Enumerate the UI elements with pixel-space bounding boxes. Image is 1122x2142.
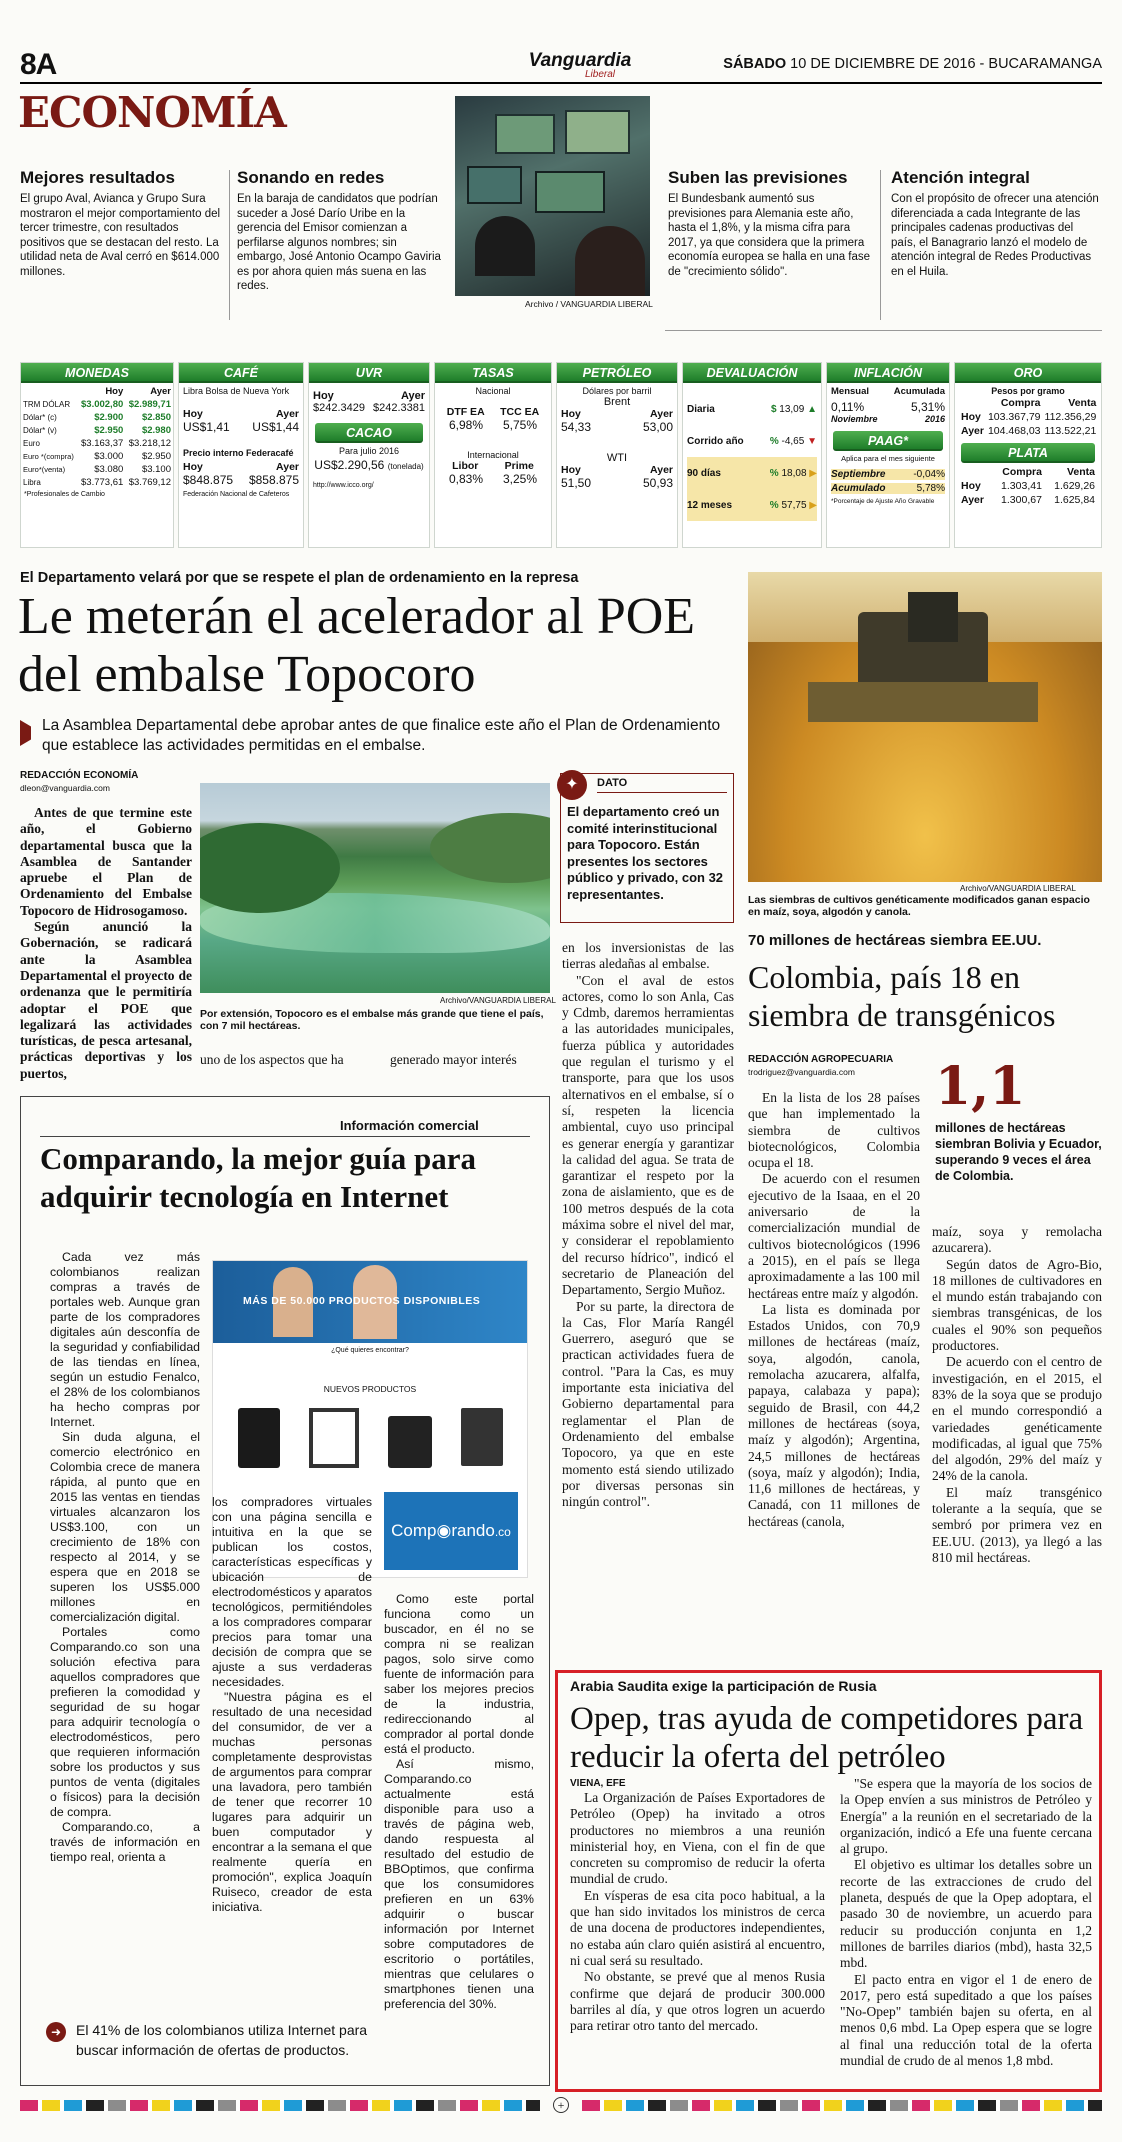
paragraph: De acuerdo con el centro de investigación, en el 2015, el 83% de la soya que se produjo en el mundo correspondió a variedades genéticamente modificadas, al igual que 75% del algodón, 29% del maíz y 24% de la canola.	[932, 1354, 1102, 1484]
infl-v1: 0,11%	[831, 400, 865, 414]
trans-col-1	[748, 1090, 920, 1530]
new-products-label: NUEVOS PRODUCTOS	[323, 1384, 417, 1394]
paragraph: No obstante, se prevé que al menos Rusia confirme que dejará de producir 300.000 barriles al día, y que otros logren un acuerdo para retirar otro tanto del mercado.	[570, 1969, 825, 2034]
lead-marker	[20, 720, 31, 746]
rate-row: Euro *(compra) $3.000 $2.950	[23, 451, 171, 462]
opep-byline: VIENA, EFE	[570, 1778, 626, 1789]
brief-4	[891, 168, 1101, 279]
plata-row: Hoy 1.303,41 1.629,26	[961, 480, 1095, 492]
header-rule	[20, 82, 1102, 84]
puzzle-icon: ✦	[557, 770, 587, 800]
plata-row: Ayer 1.300,67 1.625,84	[961, 494, 1095, 506]
paragraph: Como este portal funciona como un buscador, en él no se compra ni se realizan pagos, solo sirve como fuente de información para saber los mejores precios de la industria, redireccionando al comprador al portal donde está el producto.	[384, 1592, 534, 1756]
photo-credit: Archivo/VANGUARDIA LIBERAL	[960, 884, 1076, 893]
main-col-3	[562, 940, 734, 1510]
oro-table	[959, 396, 1098, 438]
paragraph: De acuerdo con el resumen ejecutivo de la Isaaa, en el 20 aniversario de la comercialización mundial de cultivos biotecnológicos (1996 a 2015), en el país se llega aproximadamente a las 100 mil hectáreas entre maíz y algodón.	[748, 1171, 920, 1301]
panel-title: MONEDAS	[21, 363, 173, 383]
brief-1	[20, 168, 225, 279]
petroleo-sub: Dólares por barril	[582, 386, 652, 396]
paragraph: en los inversionistas de las tierras aledañas al embalse.	[562, 940, 734, 972]
col-hoy: Hoy	[561, 464, 581, 476]
paragraph: Cada vez más colombianos realizan compras a través de portales web. Aunque gran parte de los compradores digitales aún desconfía de la seguridad y confiabilidad de las tiendas en línea, según un estudio Fenalco, el 28% de los colombianos ha hecho compras por Internet.	[50, 1250, 200, 1429]
opep-col-2	[840, 1776, 1092, 2069]
infl-h2: Acumulada	[893, 386, 945, 397]
ad-footer: El 41% de los colombianos utiliza Internet para buscar información de ofertas de productos.	[76, 2022, 368, 2058]
paragraph: "Nuestra página es el resultado de una necesidad del consumidor, de ver a muchas personas completamente desprovistas de argumentos para comprar una lavadora, pero también de tener que recorrer 10 lugares para adquirir un buen computador y encontrar a la semana el que realmente quería en promoción", explica Joaquín Ruiseco, creador de esta iniciativa.	[212, 1690, 372, 1914]
brief-divider	[229, 170, 230, 320]
masthead-title: Vanguardia	[528, 50, 632, 71]
col-compra: Compra	[1002, 466, 1042, 478]
ad-col-1	[50, 1250, 200, 1865]
ad-col-2	[212, 1495, 372, 1915]
tasas-h2: TCC EA	[500, 406, 540, 418]
brief-2	[237, 168, 442, 294]
paragraph: Según datos de Agro-Bio, 18 millones de cultivadores en el mundo están trabajando con siembras transgénicas, de los cuales el 90% son pequeños productores.	[932, 1256, 1102, 1354]
cafe-hoy2: $848.875	[183, 473, 234, 487]
rate-row: Libra $3.773,61 $3.769,12	[23, 477, 171, 488]
arrow-right-icon: ▶	[809, 499, 817, 511]
paragraph: los compradores virtuales con una página sencilla e intuitiva en la que se publican los costos, características específicas y ubicación de electrodomésticos y aparatos tecnológicos, permitiéndoles a los compradores comparar precios para tomar una decisión de compra que se ajuste a sus verdaderas necesidades.	[212, 1495, 372, 1689]
logo-text: Comp	[391, 1521, 437, 1540]
photo-credit: Archivo/VANGUARDIA LIBERAL	[440, 996, 556, 1005]
paragraph: Antes de que termine este año, el Gobierno departamental busca que la Asamblea de Santander apruebe el Plan de Ordenamiento del Embalse Topocoro de Hidrosogamoso.	[20, 805, 192, 918]
byline: REDACCIÓN ECONOMÍA	[20, 770, 139, 781]
col-hoy: Hoy	[183, 461, 203, 473]
product-tablet	[238, 1408, 280, 1468]
deval-unit: %	[769, 499, 779, 511]
panel-note: Federación Nacional de Cafeteros	[183, 491, 290, 498]
tasas-h3: Libor	[452, 460, 479, 472]
tasas-v4: 3,25%	[502, 472, 538, 486]
main-byline	[20, 770, 138, 795]
paragraph: El objetivo es ultimar los detalles sobre un recorte de las extracciones de crudo del planeta, después de que la Opep adoptara, el pasado 30 de noviembre, un acuerdo para reducir su producción conjunta en 1,2 millones de barriles diarios (mbd), hasta 32,5 mbd.	[840, 1857, 1092, 1971]
paragraph: Por su parte, la directora de la Cas, Flor María Rangél Guerrero, aseguró que se practican actividades fuera de control. "Para la Cas, es muy importante esta iniciativa del Gobierno departamental para reglamentar el Plan de Ordenamiento del embalse Topocoro, ya que en este momento está siendo utilizado por diversas personas sin ningún control".	[562, 1298, 734, 1510]
col-hoy: Hoy	[183, 408, 203, 420]
col-ayer: Ayer	[276, 408, 299, 420]
panel-title-plata: PLATA	[961, 443, 1095, 463]
tasas-v3: 0,83%	[448, 472, 484, 486]
ad-label-rule	[40, 1136, 530, 1137]
cafe-ayer2: $858.875	[248, 473, 299, 487]
brent-ayer: 53,00	[642, 420, 673, 434]
paragraph: La lista es dominada por Estados Unidos, con 70,9 millones de hectáreas (maíz, soya, algodón, canola, remolacha azucarera, alfalfa, papaya, calabaza y papa); seguido de Brasil, con 44,2 millones de hectáreas (soya, maíz y algodón); Argentina, 24,5 millones de hectáreas (soya, maíz y algodón); India, 11,6 millones de hectáreas, y Canadá, con 11 millones de hectáreas (canola,	[748, 1301, 920, 1529]
panel-note: *Profesionales de Cambio	[24, 491, 105, 498]
col-compra: Compra	[1000, 397, 1041, 409]
rate-row: Dólar* (c) $2.900 $2.850	[23, 412, 171, 423]
tasas-v2: 5,75%	[502, 418, 538, 432]
brief-divider	[880, 170, 881, 320]
col-hoy: Hoy	[313, 390, 334, 402]
wti-label: WTI	[606, 452, 628, 464]
screen-hero	[213, 1261, 527, 1343]
panel-title-cacao: CACAO	[315, 423, 423, 443]
paragraph: maíz, soya y remolacha azucarera).	[932, 1224, 1102, 1256]
infl-m1: Noviembre	[831, 414, 878, 424]
rate-row: TRM DÓLAR $3.002,80 $2.989,71	[23, 399, 171, 410]
print-colorbar-left	[20, 2100, 540, 2111]
panel-oro	[954, 362, 1102, 548]
wti-ayer: 50,93	[642, 476, 673, 490]
wti-hoy: 51,50	[561, 476, 592, 490]
col-ayer: Ayer	[150, 386, 171, 397]
paragraph: Según anunció la Gobernación, se radicará ante la Asamblea Departamental el proyecto de ordenanza que le permitiría adoptar el POE que legalizará las actividades turísticas, de pesca artesanal, prácticas deportivas y los puertos,	[20, 919, 192, 1081]
product-row	[213, 1408, 527, 1468]
deval-unit: %	[769, 467, 779, 479]
brief-title: Suben las previsiones	[668, 168, 848, 187]
panel-cafe	[178, 362, 304, 548]
brent-label: Brent	[603, 396, 631, 408]
rate-row: Euro $3.163,37 $3.218,12	[23, 438, 171, 449]
print-colorbar-right	[582, 2100, 1102, 2111]
tasas-sub: Nacional	[475, 386, 511, 396]
cacao-sub: Para julio 2016	[338, 446, 400, 456]
deval-value: 57,75	[781, 499, 807, 511]
oro-row: Ayer 104.468,03 113.522,21	[961, 425, 1097, 437]
main-under-2: generado mayor interés	[390, 1052, 517, 1067]
trans-kicker: 70 millones de hectáreas siembra EE.UU.	[748, 932, 1042, 949]
paragraph: Comparando.co, a través de información en tiempo real, orienta a	[50, 1820, 200, 1864]
paragraph: "Se espera que la mayoría de los socios de la Opep envíen a sus ministros de Petróleo y Energía" a la reunión en el secretariado de la organización, indicó a Efe una fuente cercana al grupo.	[840, 1776, 1092, 1857]
comparando-logo	[384, 1492, 518, 1570]
date-rest: 10 DE DICIEMBRE DE 2016 - BUCARAMANGA	[790, 56, 1102, 72]
dato-box	[560, 773, 734, 923]
main-caption: Por extensión, Topocoro es el embalse más grande que tiene el país, con 7 mil hectáreas.	[200, 1008, 544, 1032]
panel-tasas	[434, 362, 552, 548]
panel-title: INFLACIÓN	[827, 363, 949, 383]
col-hoy: Hoy	[561, 408, 581, 420]
cafe-ayer: US$1,44	[252, 420, 299, 434]
tasas-h4: Prime	[504, 460, 534, 472]
deval-label: Corrido año	[687, 435, 744, 447]
paragraph: En vísperas de esa cita poco habitual, a la que han sido invitados los ministros de cerca de una docena de productores independientes, no estaba aún claro quién asistirá al encuentro, ni cual será su resultado.	[570, 1887, 825, 1968]
brief-bottom-rule	[665, 330, 1102, 331]
logo-circle-icon: ◉	[436, 1521, 452, 1540]
uvr-ayer: $242.3381	[373, 402, 425, 414]
opep-kicker: Arabia Saudita exige la participación de Rusia	[570, 1678, 877, 1694]
trans-caption: Las siembras de cultivos genéticamente modificados ganan espacio en maíz, soya, algodón y canola.	[748, 894, 1090, 918]
panel-uvr	[308, 362, 430, 548]
panel-title: TASAS	[435, 363, 551, 383]
trans-headline: Colombia, país 18 en siembra de transgénicos	[748, 959, 1056, 1033]
panel-title: DEVALUACIÓN	[683, 363, 821, 383]
paragraph: La Organización de Países Exportadores de Petróleo (Opep) ha invitado a otros productores no miembros a una reunión ministerial hoy, en Viena, con el fin de que concreten su compromiso de reducir la oferta mundial de crudo.	[570, 1790, 825, 1887]
paragraph: El maíz transgénico tolerante a la sequía, que se sembró por primera vez en EE.UU. (2013), ya llegó a las 810 mil hectáreas.	[932, 1484, 1102, 1565]
dato-text: El departamento creó un comité interinstitucional para Topocoro. Están presentes los sectores público y privado, con 32 representantes.	[567, 804, 724, 902]
infl-m2: 2016	[924, 414, 945, 424]
product-box	[461, 1408, 503, 1466]
paragraph: "Con el aval de estos actores, como lo son Anla, Cas y Cdmb, daremos herramientas a las autoridades municipales, fuerza pública y autoridades que regulan el turismo y el transporte, para que los usos alternativos en el embalse, sí o sí, respeten la licencia ambiental, cuyo uso principal es generar energía y garantizar la calidad del agua. Se trata de garantizar el respeto por la zona de aislamiento, que es de 100 metros después de la cota máxima sobre el nivel del mar, y considerar el repoblamiento del recurso hídrico", indicó el secretario de Planeación del Departamento, Sergio Muñoz.	[562, 972, 734, 1298]
tasas-v1: 6,98%	[448, 418, 484, 432]
deval-label: Diaria	[687, 403, 715, 415]
col-hoy: Hoy	[105, 386, 124, 397]
masthead	[520, 52, 640, 80]
product-router	[388, 1416, 432, 1468]
main-under-1: uno de los aspectos que ha	[200, 1052, 344, 1067]
paragraph: En la lista de los 28 países que han implementado la siembra de cultivos biotecnológicos, Colombia ocupa el 18.	[748, 1090, 920, 1171]
paag-v1: -0,04%	[913, 469, 945, 480]
trans-col-2	[932, 1224, 1102, 1566]
page-date	[723, 56, 1102, 72]
date-day: SÁBADO	[723, 56, 787, 72]
brief-3	[668, 168, 873, 279]
cafe-sub: Libra Bolsa de Nueva York	[183, 386, 290, 396]
main-kicker: El Departamento velará por que se respete el plan de ordenamiento en la represa	[20, 570, 579, 586]
panel-title: UVR	[309, 363, 429, 383]
col-ayer: Ayer	[650, 464, 673, 476]
col-venta: Venta	[1066, 466, 1095, 478]
paragraph: El pacto entra en vigor el 1 de enero de 2017, pero está supeditado a que los países "No-Opep" también bajen su oferta, en al menos 0,6 mbd. La Opep espera que se logre al final una reducción total de la oferta mundial de crudo de al menos 1,8 mbd.	[840, 1971, 1092, 2069]
deval-value: 18,08	[781, 467, 807, 479]
panel-inflacion	[826, 362, 950, 548]
brent-hoy: 54,33	[561, 420, 592, 434]
opep-headline: Opep, tras ayuda de competidores para reducir la oferta del petróleo	[570, 1701, 1084, 1775]
deval-unit: $	[770, 403, 777, 415]
section-title: ECONOMÍA	[18, 88, 286, 137]
paragraph: Portales como Comparando.co son una solución efectiva para aquellos compradores que prefieren la comodidad y seguridad de su hogar para adquirir tecnología o electrodomésticos, pero que requieren información sobre los productos y sus puntos de venta (digitales o físicos) para la decisión de compra.	[50, 1625, 200, 1819]
plata-table	[959, 465, 1097, 507]
brief-text: El Bundesbank aumentó sus previsiones para Alemania este año, hasta el 1,8%, y la misma cifra para 2017, ya que considera que la primera economía europea se halla en una fase de "crecimiento sólido".	[668, 193, 871, 278]
byline-email: trodriguez@vanguardia.com	[748, 1067, 855, 1077]
reservoir-photo	[200, 783, 550, 993]
ad-col-3	[384, 1592, 534, 2012]
opep-col-1	[570, 1790, 825, 2034]
page-number: 8A	[20, 48, 57, 81]
big-number: 1,1	[935, 1056, 1026, 1117]
registration-mark-icon: +	[553, 2097, 569, 2113]
main-headline: Le meterán el acelerador al POE del embalse Topocoro	[18, 588, 696, 703]
cacao-unit: (tonelada)	[387, 462, 424, 471]
monedas-table	[21, 385, 173, 489]
main-col-1	[20, 805, 192, 1082]
oro-row: Hoy 103.367,79 112.356,29	[961, 411, 1097, 423]
screen-sub: ¿Qué quieres encontrar?	[331, 1347, 409, 1354]
paragraph: Sin duda alguna, el comercio electrónico en Colombia crece de manera rápida, al punto que en 2015 las ventas en tiendas virtuales alcanzaron los US$3.100, con un crecimiento de 18% con respecto al 2014, y se espera que en 2018 se superen los US$5.000 millones en comercialización digital.	[50, 1430, 200, 1624]
dato-label: DATO	[597, 777, 628, 789]
trans-byline	[748, 1054, 893, 1079]
harvester-photo	[748, 572, 1102, 882]
product-tv-mount	[309, 1408, 359, 1468]
uvr-hoy: $242.3429	[313, 402, 365, 414]
panel-devaluacion	[682, 362, 822, 548]
masthead-sub: Liberal	[584, 69, 616, 80]
col-ayer: Ayer	[650, 408, 673, 420]
big-number-text: millones de hectáreas siembran Bolivia y Ecuador, superando 9 veces el área de Colombia.	[935, 1121, 1102, 1183]
brief-text: En la baraja de candidatos que podrían suceder a José Darío Uribe en la gerencia del Emisor comienzan a perfilarse algunos nombres; sin embargo, José Antonio Ocampo Gaviria es por ahora quien más suena en las redes.	[237, 193, 441, 292]
logo-text: .co	[494, 1525, 511, 1539]
cafe-sub2: Precio interno Federacafé	[183, 448, 294, 458]
panel-title: CAFÉ	[179, 363, 303, 383]
brief-title: Mejores resultados	[20, 168, 175, 187]
brief-title: Sonando en redes	[237, 168, 385, 187]
main-lead: La Asamblea Departamental debe aprobar antes de que finalice este año el Plan de Ordenamiento que establece las actividades permitidas en el embalse.	[42, 717, 721, 754]
cafe-hoy: US$1,41	[183, 420, 230, 434]
deval-value: 13,09	[779, 403, 805, 415]
col-ayer: Ayer	[276, 461, 299, 473]
rate-row: Euro*(venta) $3.080 $3.100	[23, 464, 171, 475]
panel-title: PETRÓLEO	[557, 363, 677, 383]
paag-v2: 5,78%	[916, 483, 945, 494]
col-ayer: Ayer	[400, 390, 425, 402]
rate-row: Dólar* (v) $2.950 $2.980	[23, 425, 171, 436]
panel-petroleo	[556, 362, 678, 548]
paag-r2: Acumulado	[831, 483, 886, 494]
photo-credit: Archivo / VANGUARDIA LIBERAL	[525, 299, 653, 309]
oro-sub: Pesos por gramo	[991, 386, 1065, 396]
panel-title-paag: PAAG*	[833, 431, 943, 451]
ad-headline: Comparando, la mejor guía para adquirir tecnología en Internet	[40, 1141, 477, 1214]
arrow-down-icon: ▼	[807, 435, 817, 447]
deval-value: -4,65	[781, 435, 805, 447]
col-venta: Venta	[1068, 397, 1097, 409]
screen-banner: MÁS DE 50.000 PRODUCTOS DISPONIBLES	[243, 1295, 481, 1307]
paag-r1: Septiembre	[831, 469, 886, 480]
byline: REDACCIÓN AGROPECUARIA	[748, 1054, 894, 1065]
cacao-value: US$2.290,56	[314, 458, 385, 472]
arrow-up-icon: ▲	[807, 403, 817, 415]
deval-label: 12 meses	[687, 499, 733, 511]
panel-note: http://www.icco.org/	[313, 482, 374, 489]
deval-label: 90 días	[687, 467, 721, 479]
infl-v2: 5,31%	[910, 400, 945, 414]
ad-label: Información comercial	[340, 1118, 479, 1133]
paragraph: Así mismo, Comparando.co actualmente está disponible para uso a través de página web, dando respuesta al resultado del estudio de BBOptimos, que confirma que los consumidores prefieren en un 63% adquirir o buscar información por Internet sobre computadores de escritorio o portátiles, mientras que celulares o smartphones tienen una preferencia del 30%.	[384, 1757, 534, 2011]
arrow-right-icon: ▶	[809, 467, 817, 479]
tasas-sub2: Internacional	[467, 450, 519, 460]
infl-h1: Mensual	[831, 386, 870, 397]
tasas-h1: DTF EA	[446, 406, 485, 418]
deval-unit: %	[769, 435, 779, 447]
brief-text: El grupo Aval, Avianca y Grupo Sura mostraron el mejor comportamiento del tercer trimestre, con resultados positivos que se destacan del resto. La utilidad neta de Aval cerró en $614.000 millones.	[20, 193, 221, 278]
panel-note: *Porcentaje de Ajuste Año Gravable	[831, 498, 935, 505]
logo-text: rando	[451, 1521, 495, 1540]
byline-email: dleon@vanguardia.com	[20, 783, 110, 793]
trading-photo	[455, 96, 650, 296]
brief-text: Con el propósito de ofrecer una atención diferenciada a cada Integrante de las principales cadenas productivas del país, el Banagrario lanzó el modelo de atención integral de Redes Productivas en el Huila.	[891, 193, 1099, 278]
panel-title: ORO	[955, 363, 1101, 383]
brief-title: Atención integral	[891, 168, 1030, 187]
arrow-circle-icon: ➜	[46, 2022, 66, 2042]
panel-monedas	[20, 362, 174, 548]
paag-sub: Aplica para el mes siguiente	[841, 454, 935, 463]
